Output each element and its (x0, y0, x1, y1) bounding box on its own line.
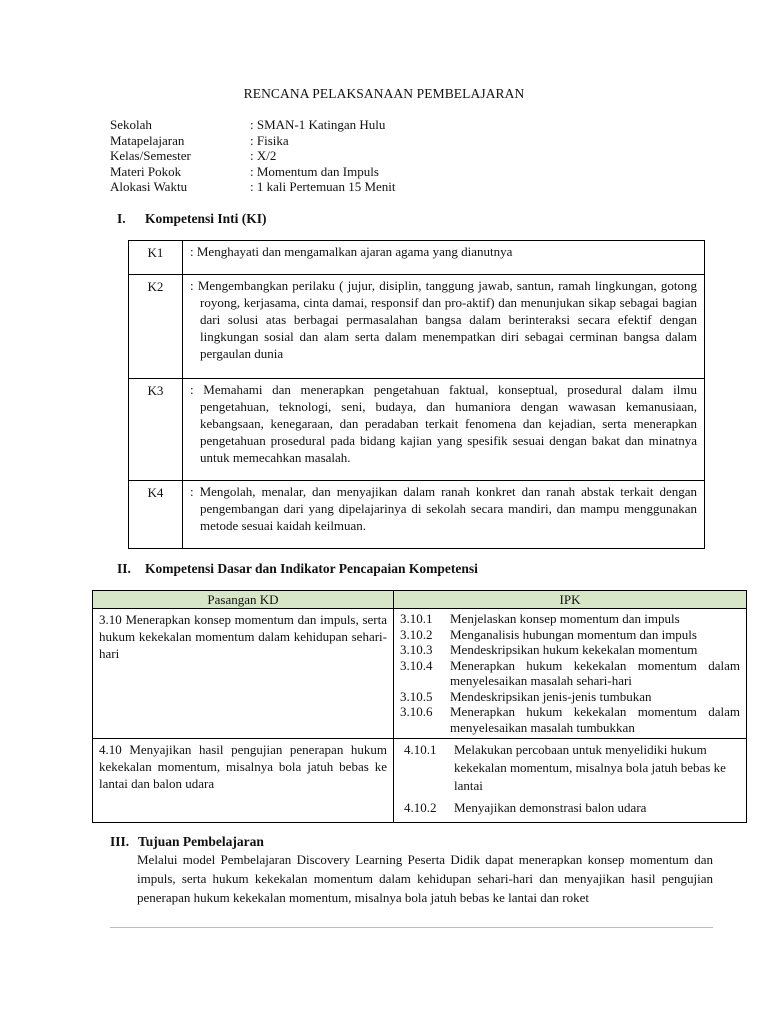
ipk-cell (394, 739, 747, 823)
ki-text: : Menghayati dan mengamalkan ajaran agama yang dianutnya (190, 244, 513, 259)
identity-row-class (110, 148, 396, 164)
identity-value: : Fisika (250, 132, 289, 148)
section-title: Tujuan Pembelajaran (138, 834, 264, 849)
section-number: II. (117, 561, 131, 576)
ipk-text: Mendeskripsikan jenis-jenis tumbukan (450, 688, 652, 704)
ki-code: K1 (129, 241, 183, 275)
ipk-number: 4.10.1 (404, 742, 437, 757)
kd-row (93, 609, 747, 739)
ipk-text: Melakukan percobaan untuk menyelidiki hukum kekekalan momentum, misalnya bola jatuh bebas ke lantai (454, 742, 726, 793)
section-number: I. (117, 211, 126, 226)
divider (110, 927, 713, 928)
ipk-number: 3.10.3 (400, 642, 433, 657)
column-header-kd: Pasangan KD (93, 591, 394, 609)
ki-code: K4 (129, 481, 183, 549)
ipk-number: 4.10.2 (404, 800, 437, 815)
ki-text: : Mengembangkan perilaku ( jujur, disiplin, tanggung jawab, santun, ramah lingkungan, gotong royong, kerjasama, cinta damai, responsif dan pro-aktif) dan menunjukan sikap sebagai bagian dari solusi atas berbagai permasalahan bangsa dalam berinteraksi secara efektif dengan lingkungan sosial dan alam serta dalam menempatkan diri sebagai cerminan bangsa dalam pergaulan dunia (190, 278, 697, 361)
kd-row (93, 739, 747, 823)
ipk-text: Menjelaskan konsep momentum dan impuls (450, 611, 680, 626)
ipk-number: 3.10.2 (400, 626, 433, 642)
identity-label: Alokasi Waktu (110, 179, 188, 194)
identity-value: : Momentum dan Impuls (250, 163, 379, 179)
ki-description (183, 379, 705, 481)
kd-ipk-table (92, 590, 747, 823)
ipk-text: Menganalisis hubungan momentum dan impuls (450, 626, 697, 642)
ipk-number: 3.10.4 (400, 657, 433, 673)
ki-text: : Mengolah, menalar, dan menyajikan dalam ranah konkret dan ranah abstak terkait dengan pengembangan dari yang dipelajarinya di sekolah secara mandiri, dan mampu menggunakan metode sesuai kaidah keilmuan. (190, 484, 697, 533)
section-title: Kompetensi Dasar dan Indikator Pencapaian Kompetensi (145, 561, 478, 576)
kd-cell: 3.10 Menerapkan konsep momentum dan impuls, serta hukum kekekalan momentum dalam kehidupan sehari-hari (93, 609, 394, 739)
ki-code: K2 (129, 275, 183, 379)
section-number: III. (110, 834, 130, 849)
document-title: RENCANA PELAKSANAAN PEMBELAJARAN (243, 86, 525, 101)
ipk-item (404, 741, 740, 795)
section-heading-ki (117, 210, 267, 227)
ki-code: K3 (129, 379, 183, 481)
identity-row-school (110, 117, 396, 133)
section-title: Kompetensi Inti (KI) (145, 211, 267, 226)
identity-value: : 1 kali Pertemuan 15 Menit (250, 179, 396, 194)
ipk-number: 3.10.5 (400, 688, 433, 704)
identity-label: Kelas/Semester (110, 148, 191, 163)
ki-row (129, 275, 705, 379)
identity-label: Sekolah (110, 117, 152, 132)
identity-label: Materi Pokok (110, 163, 182, 179)
tujuan-text: Melalui model Pembelajaran Discovery Learning Peserta Didik dapat menerapkan konsep momentum dan impuls, serta hukum kekekalan momentum dalam kehidupan sehari-hari dan menyajikan hasil pengujian penerapan hukum kekekalan momentum, misalnya bola jatuh bebas ke lantai dan roket (137, 852, 713, 905)
ipk-item (400, 689, 740, 705)
ipk-item (400, 658, 740, 689)
ki-row (129, 241, 705, 275)
identity-row-time (110, 179, 396, 195)
kd-header-row (93, 591, 747, 609)
identity-value: : SMAN-1 Katingan Hulu (250, 117, 386, 132)
ipk-number: 3.10.1 (400, 611, 433, 626)
ki-description (183, 275, 705, 379)
ipk-item (400, 627, 740, 643)
ipk-text: Menerapkan hukum kekekalan momentum dalam menyelesaikan masalah sehari-hari (450, 657, 740, 688)
ipk-item (400, 611, 740, 627)
identity-value: : X/2 (250, 148, 277, 163)
kd-cell: 4.10 Menyajikan hasil pengujian penerapan hukum kekekalan momentum, misalnya bola jatuh bebas ke lantai dan balon udara (93, 739, 394, 823)
identity-row-subject (110, 133, 396, 149)
column-header-ipk: IPK (394, 591, 747, 609)
ipk-item (404, 799, 740, 817)
ki-row (129, 481, 705, 549)
ki-description (183, 481, 705, 549)
ipk-text: Mendeskripsikan hukum kekekalan momentum (450, 642, 698, 657)
identity-row-topic (110, 164, 396, 180)
ipk-cell (394, 609, 747, 739)
ipk-number: 3.10.6 (400, 704, 433, 719)
ki-table (128, 240, 705, 549)
ipk-item (400, 704, 740, 735)
section-heading-tujuan (110, 833, 264, 850)
ki-text: : Memahami dan menerapkan pengetahuan faktual, konseptual, prosedural dalam ilmu pengetahuan, teknologi, seni, budaya, dan humaniora dengan wawasan kemanusiaan, kebangsaan, kenegaraan, dan peradaban terkait fenomena dan kejadian, serta menerapkan pengetahuan prosedural pada bidang kajian yang spesifik sesuai dengan bakat dan minatnya untuk memecahkan masalah. (190, 382, 697, 465)
identity-label: Matapelajaran (110, 132, 185, 148)
ki-row (129, 379, 705, 481)
ipk-text: Menerapkan hukum kekekalan momentum dalam menyelesaikan masalah tumbukkan (450, 704, 740, 735)
ki-description (183, 241, 705, 275)
ipk-text: Menyajikan demonstrasi balon udara (454, 800, 647, 815)
section-heading-kd (117, 560, 478, 577)
ipk-item (400, 642, 740, 658)
identity-block (110, 117, 396, 195)
